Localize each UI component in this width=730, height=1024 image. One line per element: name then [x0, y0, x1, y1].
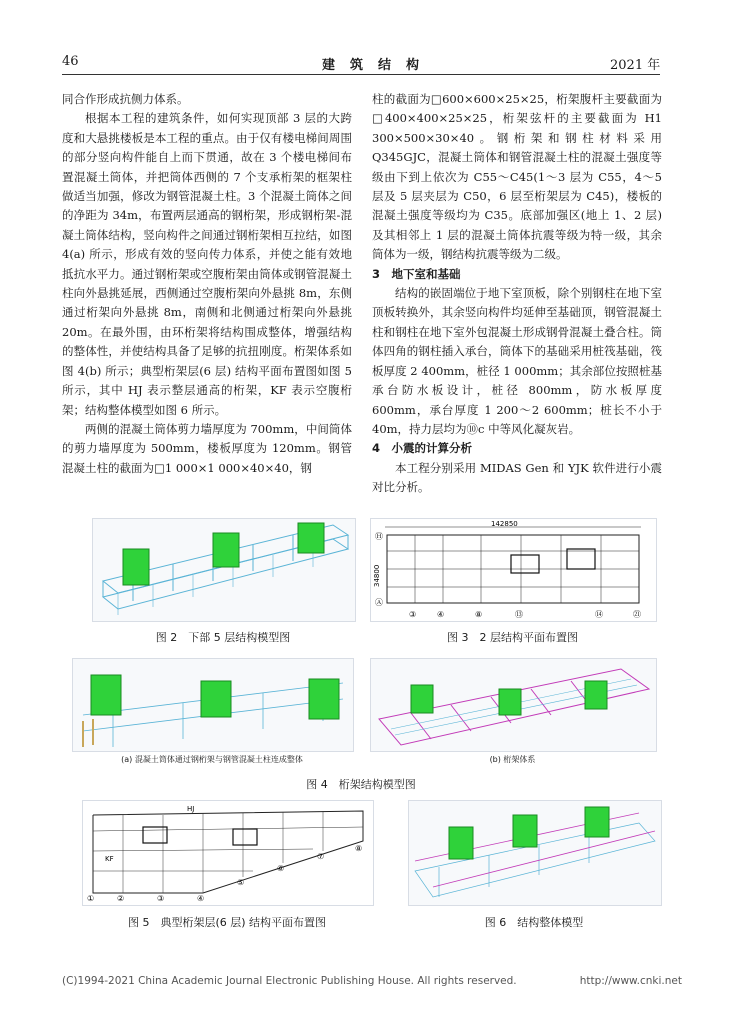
fig5-label-hj: HJ: [187, 805, 195, 813]
fig5-axis-7: ⑦: [317, 852, 325, 861]
right-para-3: 本工程分别采用 MIDAS Gen 和 YJK 软件进行小震对比分析。: [372, 460, 662, 495]
figure-2-model: [92, 518, 356, 622]
figure-4a-caption: (a) 混凝土筒体通过钢桁架与钢管混凝土柱连成整体: [121, 755, 303, 764]
left-para-1: 同合作形成抗侧力体系。: [62, 92, 189, 106]
fig5-axis-2: ②: [117, 894, 125, 903]
figure-4-caption: 图 4 桁架结构模型图: [306, 778, 416, 791]
fig3-axis-8: ⑧: [475, 610, 483, 619]
fig5-axis-4: ④: [197, 894, 205, 903]
journal-year: 2021 年: [610, 58, 661, 73]
fig5-label-kf: KF: [105, 855, 114, 863]
left-para-3: 两侧的混凝土筒体剪力墙厚度为 700mm，中间筒体的剪力墙厚度为 500mm，楼板厚度为 120mm。钢管混凝土柱的截面为□1 000×1 000×40×40，钢: [62, 421, 352, 475]
figure-2-caption: 图 2 下部 5 层结构模型图: [155, 631, 291, 644]
right-para-1: 柱的截面为□600×600×25×25，桁架腹杆主要截面为□400×400×25×25，桁架弦杆的主要截面为 H1 300×500×30×40。钢桁架和钢柱材料采用 Q345GJC，混凝土筒体和钢管混凝土柱的混凝土强度等级由下到上依次为 C55～C45(1～3 层为 C55，4～5 层及 5 层夹层为 C50，6 层至桁架层为 C45)，楼板的混凝土强度等级均为 C35。底部加强区(地上 1、2 层) 及其相邻上 1 层的混凝土筒体抗震等级为特一级，其余筒体为一级，钢结构抗震等级为二级。: [372, 92, 662, 262]
footer: [62, 975, 682, 987]
fig3-axis-4: ④: [437, 610, 445, 619]
fig3-row-h: Ⓗ: [375, 532, 383, 541]
section-heading-3: 3 地下室和基础: [372, 266, 461, 281]
fig5-axis-3: ③: [157, 894, 165, 903]
fig3-axis-3: ③: [409, 610, 417, 619]
fig3-dim-side: 34800: [373, 564, 381, 587]
journal-title: 建 筑 结 构: [322, 58, 421, 73]
figure-5-caption: 图 5 典型桁架层(6 层) 结构平面布置图: [127, 916, 327, 929]
right-column: [372, 90, 662, 498]
figure-5-plan: [82, 800, 374, 906]
fig3-axis-14: ⑭: [595, 610, 603, 619]
figure-3-plan: [370, 518, 657, 622]
footer-copyright: (C)1994-2021 China Academic Journal Electronic Publishing House. All rights reserved.: [62, 975, 517, 987]
figure-3-caption: 图 3 2 层结构平面布置图: [447, 631, 578, 644]
fig3-row-a: Ⓐ: [375, 598, 383, 607]
footer-url: http://www.cnki.net: [579, 975, 682, 987]
fig3-axis-13: ⑬: [515, 610, 523, 619]
figure-4b-caption: (b) 桁架体系: [489, 755, 536, 764]
figure-4b-model: [370, 658, 657, 752]
section-heading-4: 4 小震的计算分析: [372, 441, 473, 456]
figure-6-caption: 图 6 结构整体模型: [484, 916, 584, 929]
fig5-axis-5: ⑤: [237, 878, 245, 887]
fig3-dim-total: 142850: [491, 520, 518, 528]
left-column: [62, 90, 352, 478]
fig5-axis-8: ⑧: [355, 844, 363, 853]
fig5-axis-1: ①: [87, 894, 95, 903]
page-number: 46: [62, 54, 79, 69]
figure-6-model: [408, 800, 662, 906]
right-para-2: 结构的嵌固端位于地下室顶板，除个别钢柱在地下室顶板转换外，其余竖向构件均延伸至基础顶，钢管混凝土柱和钢柱在地下室外包混凝土形成钢骨混凝土叠合柱。筒体四角的钢柱插入承台，筒体下的基础采用桩筏基础，筏板厚度 2 400mm，桩径 1 000mm；其余部位按照桩基承台防水板设计，桩径 800mm，防水板厚度 600mm，承台厚度 1 200～2 600mm；桩长不小于 40m，持力层均为⑩c 中等风化凝灰岩。: [372, 286, 662, 436]
fig5-axis-6: ⑥: [277, 864, 285, 873]
header-rule: [62, 74, 660, 75]
fig3-axis-21: ㉑: [633, 610, 641, 619]
figure-4a-model: [72, 658, 354, 752]
left-para-2: 根据本工程的建筑条件，如何实现顶部 3 层的大跨度和大悬挑楼板是本工程的重点。由于仅有楼电梯间周围的部分竖向构件能自上而下贯通，故在 3 个楼电梯间布置混凝土筒体，并把筒体西侧的 7 个支承桁架的框架柱做适当加强，修改为钢管混凝土柱。3 个混凝土筒体之间的净距为 34m，布置两层通高的钢桁架，形成钢桁架-混凝土筒体结构，竖向构件之间通过钢桁架相互拉结，如图 4(a) 所示，形成有效的竖向传力体系，并使之能有效地抵抗水平力。通过钢桁架或空腹桁架由筒体或钢管混凝土柱向外悬挑延展，西侧通过空腹桁架向外悬挑 8m，东侧通过桁架向外悬挑 8m，南侧和北侧通过桁架向外悬挑 20m。在最外围，由环桁架将结构围成整体，增强结构的整体性，并使结构具备了足够的抗扭刚度。桁架体系如图 4(b) 所示；典型桁架层(6 层) 结构平面布置图如图 5 所示，其中 HJ 表示整层通高的桁架，KF 表示空腹桁架；结构整体模型如图 6 所示。: [62, 111, 352, 417]
